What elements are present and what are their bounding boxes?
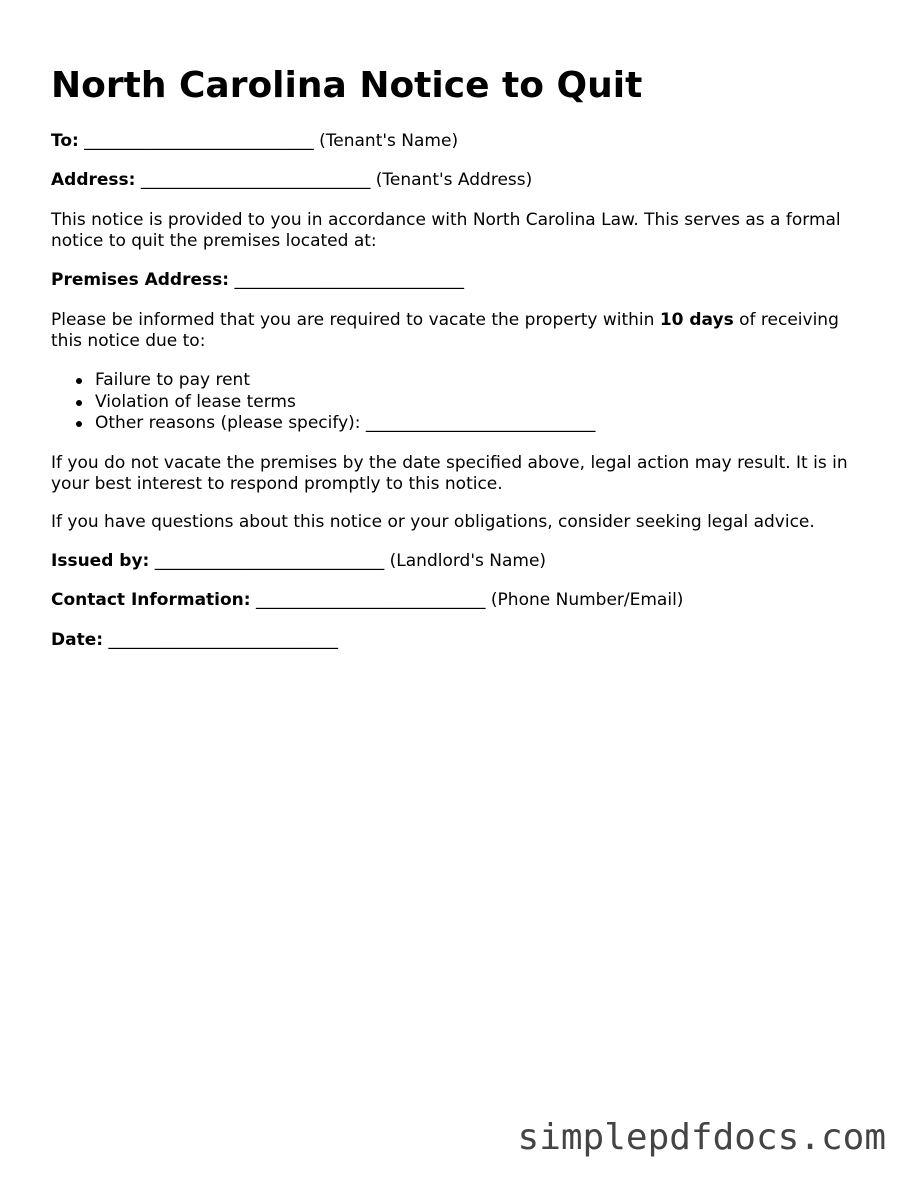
tenant-address-line bbox=[51, 170, 532, 191]
tenant-address-hint: (Tenant's Address) bbox=[375, 170, 533, 190]
date-line bbox=[51, 630, 338, 651]
tenant-address-label: Address: bbox=[51, 170, 136, 190]
contact-info-label: Contact Information: bbox=[51, 590, 251, 610]
contact-info-hint: (Phone Number/Email) bbox=[490, 590, 684, 610]
list-item: Violation of lease terms bbox=[95, 392, 595, 414]
contact-info-line bbox=[51, 590, 683, 611]
intro-paragraph: This notice is provided to you in accordance with North Carolina Law. This serves as a formal notice to quit the premises located at: bbox=[51, 210, 841, 251]
issued-by-label: Issued by: bbox=[51, 551, 150, 571]
issued-by-line bbox=[51, 551, 546, 572]
premises-address-label: Premises Address: bbox=[51, 270, 230, 290]
vacate-deadline: 10 days bbox=[659, 310, 734, 330]
tenant-name-hint: (Tenant's Name) bbox=[319, 131, 459, 151]
list-item: Other reasons (please specify): ___________________________ bbox=[95, 413, 596, 433]
premises-address-blank: ___________________________ bbox=[234, 270, 464, 290]
date-blank: ___________________________ bbox=[108, 630, 338, 650]
vacate-paragraph bbox=[51, 310, 871, 352]
watermark: simplepdfdocs.com bbox=[517, 1117, 886, 1158]
tenant-name-blank: ___________________________ bbox=[84, 131, 314, 151]
premises-address-line bbox=[51, 270, 464, 291]
contact-info-blank: ___________________________ bbox=[256, 590, 486, 610]
warning-paragraph: If you do not vacate the premises by the date specified above, legal action may result. It is in your best interest to respond promptly to this notice. bbox=[51, 453, 848, 494]
list-item: Failure to pay rent bbox=[95, 370, 595, 392]
reasons-list bbox=[51, 370, 595, 435]
date-label: Date: bbox=[51, 630, 104, 650]
tenant-name-label: To: bbox=[51, 131, 79, 151]
vacate-text-before: Please be informed that you are required to vacate the property within bbox=[51, 310, 655, 330]
vacate-text-after: of receiving this notice due to: bbox=[51, 310, 839, 351]
tenant-name-line bbox=[51, 131, 458, 152]
issued-by-blank: ___________________________ bbox=[154, 551, 385, 571]
issued-by-hint: (Landlord's Name) bbox=[389, 551, 547, 571]
advice-paragraph: If you have questions about this notice or your obligations, consider seeking legal advice. bbox=[51, 512, 815, 532]
document-title: North Carolina Notice to Quit bbox=[51, 65, 643, 106]
tenant-address-blank: ___________________________ bbox=[140, 170, 371, 190]
